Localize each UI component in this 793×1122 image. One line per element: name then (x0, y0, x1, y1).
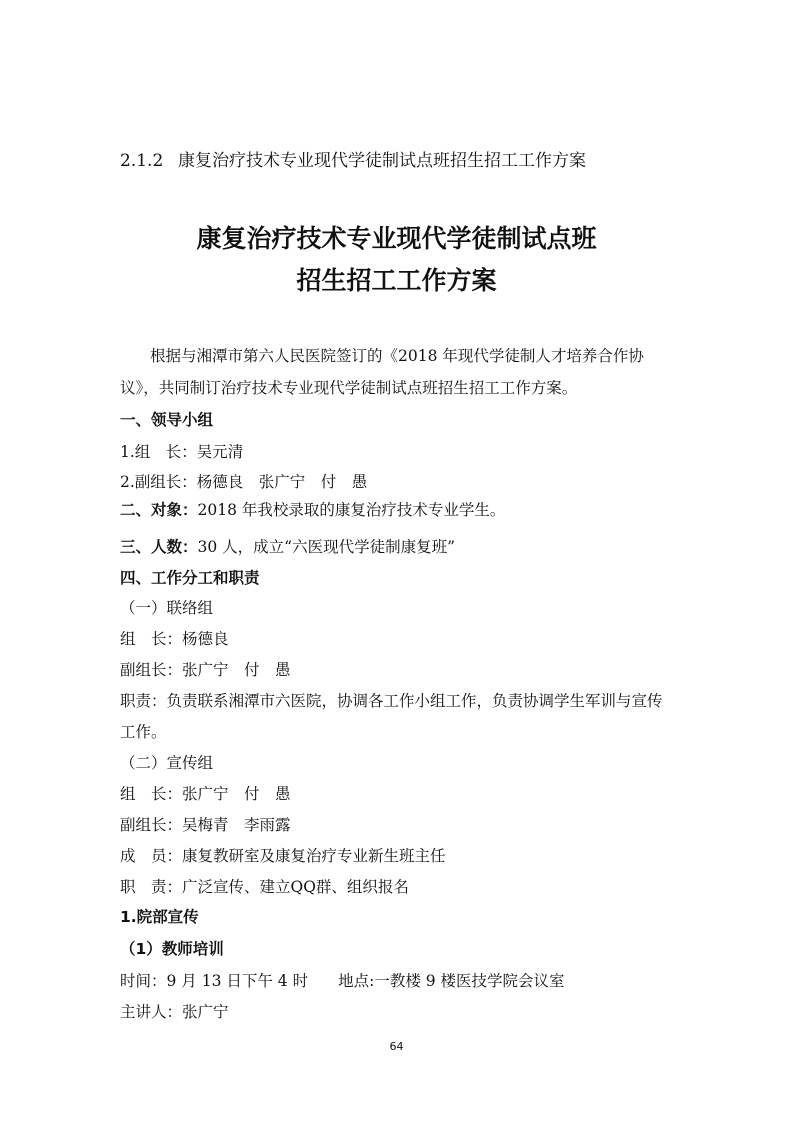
liaison-group-title: （一）联络组 (120, 599, 214, 617)
target-text: 2018 年我校录取的康复治疗技术专业学生。 (197, 501, 506, 519)
training-speaker: 主讲人：张广宁 (120, 1003, 229, 1021)
heading-division-of-work: 四、工作分工和职责 (120, 569, 260, 587)
training-time-place (120, 971, 565, 991)
document-title-line-1: 康复治疗技术专业现代学徒制试点班 (196, 224, 597, 253)
liaison-leader: 组 长：杨德良 (120, 630, 229, 648)
intro-line-1: 根据与湘潭市第六人民医院签订的《2018 年现代学徒制人才培养合作协 (150, 347, 644, 365)
publicity-deputy: 副组长：吴梅青 李雨露 (120, 816, 291, 834)
count-line (120, 537, 455, 557)
section-heading (120, 150, 586, 172)
training-time: 时间：9 月 13 日下午 4 时 (120, 972, 309, 990)
group-deputy: 2.副组长：杨德良 张广宁 付 愚 (120, 473, 368, 491)
section-title: 康复治疗技术专业现代学徒制试点班招生招工工作方案 (178, 151, 586, 171)
heading-department-publicity: 1.院部宣传 (120, 908, 199, 926)
liaison-duty-line-2: 工作。 (120, 723, 167, 741)
liaison-duty-line-1: 职责：负责联系湘潭市六医院，协调各工作小组工作，负责协调学生军训与宣传 (120, 692, 663, 710)
subheading-teacher-training: （1）教师培训 (120, 940, 224, 958)
intro-line-2: 议》，共同制订治疗技术专业现代学徒制试点班招生招工工作方案。 (120, 379, 578, 397)
heading-leadership-group: 一、领导小组 (120, 411, 214, 429)
group-leader: 1.组 长：吴元清 (120, 443, 244, 461)
publicity-group-title: （二）宣传组 (120, 754, 214, 772)
target-line (120, 500, 505, 520)
training-place: 地点:一教楼 9 楼医技学院会议室 (338, 972, 565, 990)
page-number: 64 (389, 1040, 404, 1053)
publicity-members: 成 员：康复教研室及康复治疗专业新生班主任 (120, 847, 446, 865)
document-title-line-2: 招生招工工作方案 (296, 266, 497, 295)
publicity-leader: 组 长：张广宁 付 愚 (120, 785, 291, 803)
count-text: 30 人，成立“六医现代学徒制康复班” (197, 538, 456, 556)
liaison-deputy: 副组长：张广宁 付 愚 (120, 661, 291, 679)
section-number: 2.1.2 (120, 151, 164, 171)
target-label: 二、对象： (120, 501, 198, 519)
publicity-duty: 职 责：广泛宣传、建立QQ群、组织报名 (120, 878, 409, 896)
count-label: 三、人数： (120, 538, 198, 556)
